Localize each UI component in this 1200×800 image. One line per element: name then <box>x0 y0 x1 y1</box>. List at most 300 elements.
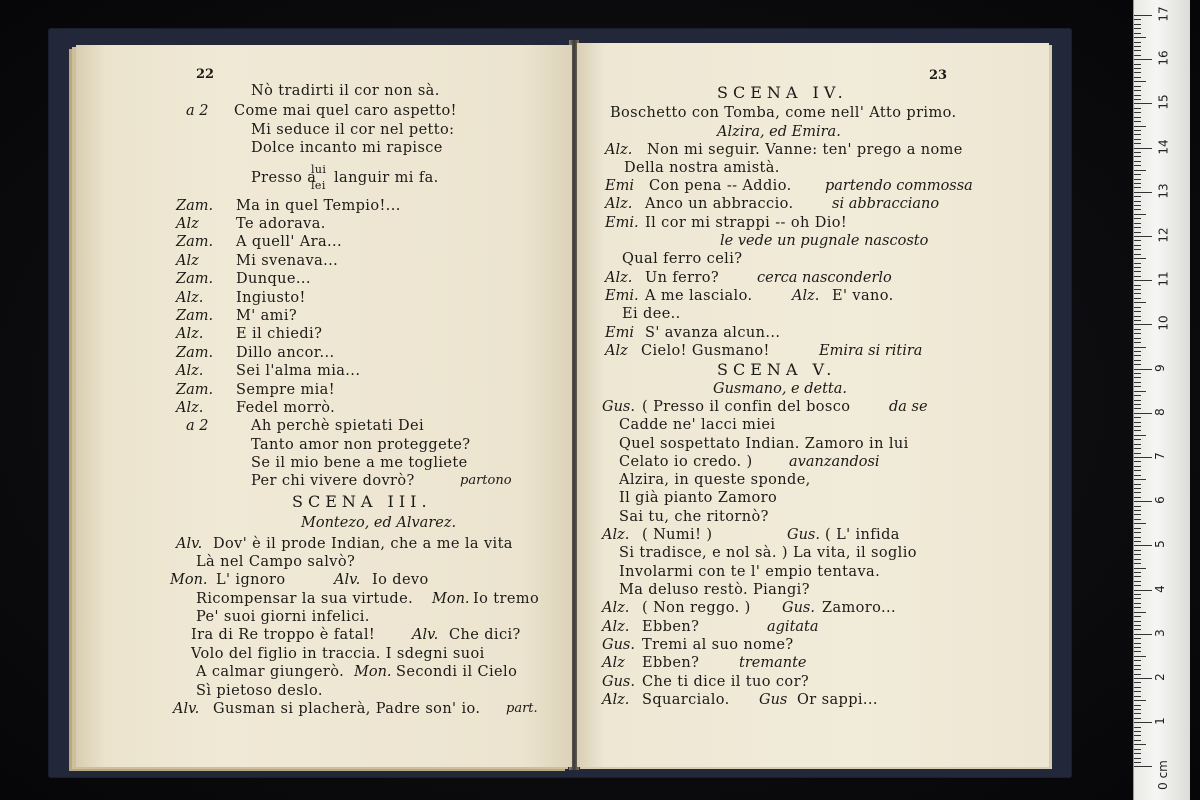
speaker-label: Alz. <box>176 363 204 379</box>
page-number-right: 23 <box>929 68 948 83</box>
verse-line: Or sappi... <box>797 692 878 708</box>
ruler-tick <box>1134 72 1141 73</box>
ruler-tick <box>1134 121 1141 122</box>
verse-line: Te adorava. <box>236 216 326 232</box>
ruler-number: 6 <box>1152 496 1167 505</box>
ruler-tick <box>1134 19 1141 20</box>
ruler-tick <box>1134 740 1141 741</box>
scene-title: SCENA III. <box>292 492 432 511</box>
ruler-tick <box>1134 422 1141 423</box>
ruler-tick <box>1134 444 1141 445</box>
ruler-tick <box>1134 24 1141 25</box>
ruler-tick <box>1134 285 1141 286</box>
ruler-tick <box>1134 545 1152 546</box>
ruler-tick <box>1134 435 1146 436</box>
ruler-tick <box>1134 187 1141 188</box>
verse-line: Dillo ancor... <box>236 345 335 361</box>
speaker-label: Alz <box>602 655 625 671</box>
verse-line: Pe' suoi giorni infelici. <box>196 609 370 625</box>
speaker-label: Alz. <box>792 288 820 304</box>
ruler-tick <box>1134 656 1146 657</box>
ruler-tick <box>1134 373 1141 374</box>
ruler-tick <box>1134 276 1141 277</box>
page-number-left: 22 <box>196 67 215 82</box>
ruler-number: 8 <box>1152 407 1167 416</box>
verse-line: Si tradisce, e nol sà. ) La vita, il soglio <box>619 545 917 561</box>
ruler-tick <box>1134 64 1141 65</box>
ruler-tick <box>1134 700 1146 701</box>
verse-line: Ma in quel Tempio!... <box>236 198 401 214</box>
ruler-tick <box>1134 537 1141 538</box>
ruler-tick <box>1134 532 1141 533</box>
ruler-number: 13 <box>1156 183 1171 199</box>
verse-line: Dunque... <box>236 271 311 287</box>
ruler-tick <box>1134 621 1141 622</box>
verse-line: Ma deluso restò. Piangi? <box>619 582 810 598</box>
verse-line: Ebben? <box>642 619 700 635</box>
ruler-tick <box>1134 744 1146 745</box>
speaker-label: Alz. <box>602 527 630 543</box>
verse-line: Squarcialo. <box>642 692 730 708</box>
ruler-tick <box>1134 762 1141 763</box>
stage-direction: avanzandosi <box>789 454 880 470</box>
ruler-tick <box>1134 50 1141 51</box>
ruler-tick <box>1134 258 1146 259</box>
ruler-tick <box>1134 391 1146 392</box>
ruler-tick <box>1134 479 1146 480</box>
verse-line: Come mai quel caro aspetto! <box>234 103 457 119</box>
ruler-tick <box>1134 665 1141 666</box>
presso-rest: languir mi fa. <box>334 170 439 186</box>
scene-characters: Gusmano, e detta. <box>713 381 848 397</box>
verse-line: Nò tradirti il cor non sà. <box>251 83 440 99</box>
verse-line: Volo del figlio in traccia. I sdegni suoi <box>191 646 485 662</box>
speaker-label: Gus. <box>782 600 815 616</box>
ruler-tick <box>1134 523 1146 524</box>
ruler-tick <box>1134 355 1141 356</box>
ruler-tick <box>1134 382 1141 383</box>
stage-direction: le vede un pugnale nascosto <box>720 233 929 249</box>
verse-line: ( Non reggo. ) <box>642 600 751 616</box>
verse-line: Celato io credo. ) <box>619 454 753 470</box>
verse-line: A quell' Ara... <box>236 234 343 250</box>
ruler-tick <box>1134 439 1141 440</box>
ruler-tick <box>1134 324 1152 325</box>
ruler-tick <box>1134 430 1141 431</box>
ruler-tick <box>1134 37 1146 38</box>
verse-line: Che ti dice il tuo cor? <box>642 674 810 690</box>
ruler-tick <box>1134 139 1141 140</box>
ruler-tick <box>1134 117 1141 118</box>
verse-line: ( Numi! ) <box>642 527 713 543</box>
speaker-label: Emi <box>605 178 634 194</box>
verse-line: Con pena -- Addio. <box>649 178 792 194</box>
verse-line: Il cor mi strappi -- oh Dio! <box>645 215 848 231</box>
verse-line: Ei dee.. <box>622 306 681 322</box>
verse-line: Per chi vivere dovrò? <box>251 473 415 489</box>
ruler-tick <box>1134 470 1141 471</box>
ruler-tick <box>1134 227 1141 228</box>
ruler-tick <box>1134 461 1141 462</box>
verse-line: Sei l'alma mia... <box>236 363 361 379</box>
ruler-tick <box>1134 585 1141 586</box>
verse-line: Tremi al suo nome? <box>642 637 794 653</box>
verse-line: Un ferro? <box>645 270 720 286</box>
ruler-tick <box>1134 674 1141 675</box>
ruler-tick <box>1134 351 1141 352</box>
ruler-tick <box>1134 338 1141 339</box>
speaker-label: Gus. <box>602 637 635 653</box>
ruler-tick <box>1134 705 1141 706</box>
ruler-tick <box>1134 33 1141 34</box>
ruler-tick <box>1134 267 1141 268</box>
ruler-tick <box>1134 647 1141 648</box>
ruler-tick <box>1134 404 1141 405</box>
verse-line: Dov' è il prode Indian, che a me la vita <box>213 536 513 552</box>
speaker-label: Gus. <box>787 527 820 543</box>
ruler-zero-label: 0 cm <box>1155 760 1170 790</box>
ruler-tick <box>1134 541 1141 542</box>
verse-line: Cadde ne' lacci miei <box>619 417 776 433</box>
verse-line: Cielo! Gusmano! <box>641 343 770 359</box>
ruler-tick <box>1134 682 1141 683</box>
ruler-tick <box>1134 249 1141 250</box>
speaker-label: a 2 <box>186 103 209 119</box>
verse-line: S' avanza alcun... <box>645 325 781 341</box>
verse-line: ( Presso il confin del bosco <box>642 399 851 415</box>
ruler-number: 12 <box>1156 227 1171 243</box>
verse-line: Il già pianto Zamoro <box>619 490 778 506</box>
ruler-tick <box>1134 598 1141 599</box>
verse-line: Se il mio bene a me togliete <box>251 455 468 471</box>
ruler-tick <box>1134 289 1141 290</box>
ruler-tick <box>1134 568 1146 569</box>
ruler-tick <box>1134 590 1152 591</box>
ruler-tick <box>1134 15 1152 16</box>
speaker-label: Alv. <box>176 536 203 552</box>
ruler-tick <box>1134 554 1141 555</box>
stage-direction: si abbracciano <box>832 196 940 212</box>
verse-line: Quel sospettato Indian. Zamoro in lui <box>619 436 909 452</box>
ruler-tick <box>1134 223 1141 224</box>
speaker-label: Alv. <box>334 572 361 588</box>
ruler-tick <box>1134 293 1141 294</box>
ruler-tick <box>1134 581 1141 582</box>
verse-line: E il chiedi? <box>236 326 323 342</box>
verse-line: Là nel Campo salvò? <box>196 554 356 570</box>
speaker-label: Emi. <box>605 288 639 304</box>
ruler-tick <box>1134 594 1141 595</box>
speaker-label: Alz. <box>176 326 204 342</box>
ruler-tick <box>1134 731 1141 732</box>
ruler-number: 4 <box>1152 584 1167 593</box>
ruler-tick <box>1134 519 1141 520</box>
scene-characters: Alzira, ed Emira. <box>717 124 841 140</box>
ruler-tick <box>1134 152 1141 153</box>
speaker-label: Gus. <box>602 674 635 690</box>
ruler-number: 7 <box>1152 452 1167 460</box>
ruler-tick <box>1134 307 1141 308</box>
ruler-tick <box>1134 342 1141 343</box>
speaker-label: a 2 <box>186 418 209 434</box>
speaker-label: Alz. <box>602 619 630 635</box>
ruler-tick <box>1134 510 1141 511</box>
verse-line: Ah perchè spietati Dei <box>251 418 424 434</box>
speaker-label: Alz. <box>605 196 633 212</box>
ruler-tick <box>1134 696 1141 697</box>
speaker-label: Alv. <box>173 701 200 717</box>
ruler-tick <box>1134 174 1141 175</box>
stage-direction: da se <box>889 399 928 415</box>
speaker-label: Alz. <box>605 142 633 158</box>
ruler-tick <box>1134 55 1141 56</box>
ruler-tick <box>1134 46 1141 47</box>
ruler-tick <box>1134 130 1141 131</box>
ruler-number: 1 <box>1152 717 1167 726</box>
left-page <box>76 45 572 767</box>
ruler-tick <box>1134 263 1141 264</box>
ruler-tick <box>1134 475 1141 476</box>
ruler-tick <box>1134 236 1152 237</box>
ruler-tick <box>1134 86 1141 87</box>
ruler-tick <box>1134 232 1141 233</box>
ruler-tick <box>1134 709 1141 710</box>
ruler-tick <box>1134 95 1141 96</box>
ruler-tick <box>1134 192 1152 193</box>
ruler-tick <box>1134 99 1141 100</box>
ruler-tick <box>1134 42 1141 43</box>
ruler-tick <box>1134 77 1141 78</box>
speaker-label: Mon. <box>432 591 470 607</box>
ruler-number: 3 <box>1152 628 1167 637</box>
verse-line: Fedel morrò. <box>236 400 336 416</box>
ruler-tick <box>1134 161 1141 162</box>
ruler-tick <box>1134 28 1141 29</box>
ruler-tick <box>1134 572 1141 573</box>
speaker-label: Alz. <box>176 290 204 306</box>
ruler-tick <box>1134 629 1141 630</box>
ruler-tick <box>1134 506 1141 507</box>
ruler-tick <box>1134 448 1141 449</box>
right-page <box>577 43 1049 767</box>
ruler-tick <box>1134 766 1152 767</box>
verse-line: ( L' infida <box>825 527 900 543</box>
speaker-label: Zam. <box>176 345 214 361</box>
stage-direction: agitata <box>767 619 819 635</box>
ruler-tick <box>1134 484 1141 485</box>
ruler-tick <box>1134 660 1141 661</box>
ruler-tick <box>1134 364 1141 365</box>
verse-line: Tanto amor non proteggete? <box>251 437 471 453</box>
ruler-tick <box>1134 183 1141 184</box>
speaker-label: Emi <box>605 325 634 341</box>
ruler-tick <box>1134 329 1141 330</box>
ruler-tick <box>1134 254 1141 255</box>
ruler-tick <box>1134 165 1141 166</box>
ruler-tick <box>1134 718 1141 719</box>
ruler-tick <box>1134 612 1146 613</box>
presso-lui: lui <box>311 163 327 176</box>
ruler-tick <box>1134 453 1141 454</box>
ruler-tick <box>1134 563 1141 564</box>
measuring-ruler <box>1133 0 1190 800</box>
ruler-tick <box>1134 616 1141 617</box>
ruler-tick <box>1134 669 1141 670</box>
scene-title: SCENA IV. <box>717 83 848 102</box>
presso-lei: lei <box>311 179 326 192</box>
speaker-label: Zam. <box>176 271 214 287</box>
speaker-label: Mon. <box>170 572 208 588</box>
ruler-tick <box>1134 735 1141 736</box>
ruler-tick <box>1134 369 1152 370</box>
scene-setting: Boschetto con Tomba, come nell' Atto primo. <box>610 105 957 121</box>
verse-line: Io devo <box>372 572 429 588</box>
ruler-tick <box>1134 625 1141 626</box>
ruler-tick <box>1134 400 1141 401</box>
ruler-tick <box>1134 298 1141 299</box>
stage-direction: part. <box>506 701 538 716</box>
verse-line: Dolce incanto mi rapisce <box>251 140 443 156</box>
ruler-tick <box>1134 457 1152 458</box>
stage-direction: Emira si ritira <box>819 343 923 359</box>
verse-line: Involarmi con te l' empio tentava. <box>619 564 881 580</box>
ruler-number: 11 <box>1156 271 1171 287</box>
verse-line: Presso a <box>251 170 317 186</box>
ruler-tick <box>1134 108 1141 109</box>
ruler-tick <box>1134 691 1141 692</box>
verse-line: Mi seduce il cor nel petto: <box>251 122 455 138</box>
ruler-number: 5 <box>1152 540 1167 549</box>
ruler-tick <box>1134 576 1141 577</box>
stage-direction: partono <box>460 473 512 488</box>
ruler-number: 16 <box>1156 50 1171 66</box>
verse-line: Anco un abbraccio. <box>645 196 794 212</box>
ruler-tick <box>1134 143 1141 144</box>
ruler-tick <box>1134 727 1141 728</box>
speaker-label: Alz. <box>605 270 633 286</box>
ruler-tick <box>1134 103 1152 104</box>
ruler-number: 9 <box>1152 363 1167 372</box>
speaker-label: Zam. <box>176 382 214 398</box>
ruler-tick <box>1134 320 1141 321</box>
verse-line: Ingiusto! <box>236 290 306 306</box>
ruler-tick <box>1134 347 1146 348</box>
ruler-tick <box>1134 333 1141 334</box>
speaker-label: Gus <box>759 692 788 708</box>
speaker-label: Emi. <box>605 215 639 231</box>
verse-line: Secondi il Cielo <box>396 664 518 680</box>
speaker-label: Alz <box>176 253 199 269</box>
ruler-number: 10 <box>1156 315 1171 332</box>
verse-line: A me lascialo. <box>645 288 753 304</box>
speaker-label: Alz. <box>176 400 204 416</box>
speaker-label: Zam. <box>176 234 214 250</box>
ruler-tick <box>1134 218 1141 219</box>
ruler-tick <box>1134 205 1141 206</box>
ruler-tick <box>1134 196 1141 197</box>
ruler-tick <box>1134 753 1141 754</box>
ruler-tick <box>1134 514 1141 515</box>
ruler-tick <box>1134 302 1146 303</box>
ruler-tick <box>1134 395 1141 396</box>
ruler-tick <box>1134 209 1141 210</box>
ruler-tick <box>1134 722 1152 723</box>
ruler-tick <box>1134 417 1141 418</box>
verse-line: Ricompensar la sua virtude. <box>196 591 414 607</box>
speaker-label: Zam. <box>176 198 214 214</box>
verse-line: Che dici? <box>449 627 521 643</box>
ruler-tick <box>1134 311 1141 312</box>
ruler-tick <box>1134 408 1141 409</box>
verse-line: Ira di Re troppo è fatal! <box>191 627 376 643</box>
ruler-tick <box>1134 148 1152 149</box>
ruler-tick <box>1134 607 1141 608</box>
verse-line: Della nostra amistà. <box>624 160 780 176</box>
ruler-tick <box>1134 245 1141 246</box>
ruler-tick <box>1134 81 1146 82</box>
ruler-tick <box>1134 488 1141 489</box>
ruler-number: 17 <box>1156 6 1171 22</box>
ruler-tick <box>1134 214 1146 215</box>
ruler-tick <box>1134 68 1141 69</box>
ruler-tick <box>1134 559 1141 560</box>
speaker-label: Alv. <box>412 627 439 643</box>
verse-line: M' ami? <box>236 308 298 324</box>
verse-line: A calmar giungerò. <box>196 664 345 680</box>
verse-line: L' ignoro <box>216 572 286 588</box>
ruler-tick <box>1134 603 1141 604</box>
verse-line: Gusman si placherà, Padre son' io. <box>213 701 481 717</box>
ruler-tick <box>1134 466 1141 467</box>
ruler-number: 14 <box>1156 138 1171 155</box>
ruler-tick <box>1134 528 1141 529</box>
speaker-label: Zam. <box>176 308 214 324</box>
ruler-tick <box>1134 651 1141 652</box>
verse-line: Alzira, in queste sponde, <box>619 472 811 488</box>
verse-line: Non mi seguir. Vanne: ten' prego a nome <box>647 142 963 158</box>
ruler-tick <box>1134 280 1152 281</box>
ruler-tick <box>1134 112 1141 113</box>
speaker-label: Alz <box>176 216 199 232</box>
stage-direction: tremante <box>739 655 807 671</box>
ruler-number: 2 <box>1152 673 1167 681</box>
ruler-tick <box>1134 134 1141 135</box>
ruler-tick <box>1134 550 1141 551</box>
speaker-label: Alz. <box>602 600 630 616</box>
ruler-tick <box>1134 492 1141 493</box>
ruler-tick <box>1134 170 1146 171</box>
ruler-tick <box>1134 678 1152 679</box>
ruler-tick <box>1134 638 1141 639</box>
speaker-label: Alz <box>605 343 628 359</box>
scene-characters: Montezo, ed Alvarez. <box>301 515 457 531</box>
ruler-tick <box>1134 386 1141 387</box>
ruler-tick <box>1134 687 1141 688</box>
verse-line: Mi svenava... <box>236 253 339 269</box>
speaker-label: Alz. <box>602 692 630 708</box>
ruler-tick <box>1134 426 1141 427</box>
ruler-tick <box>1134 413 1152 414</box>
verse-line: Sempre mia! <box>236 382 335 398</box>
verse-line: Sai tu, che ritornò? <box>619 509 769 525</box>
ruler-tick <box>1134 240 1141 241</box>
ruler-tick <box>1134 271 1141 272</box>
verse-line: Qual ferro celi? <box>622 251 743 267</box>
ruler-tick <box>1134 201 1141 202</box>
ruler-tick <box>1134 360 1141 361</box>
ruler-tick <box>1134 90 1141 91</box>
ruler-tick <box>1134 758 1141 759</box>
